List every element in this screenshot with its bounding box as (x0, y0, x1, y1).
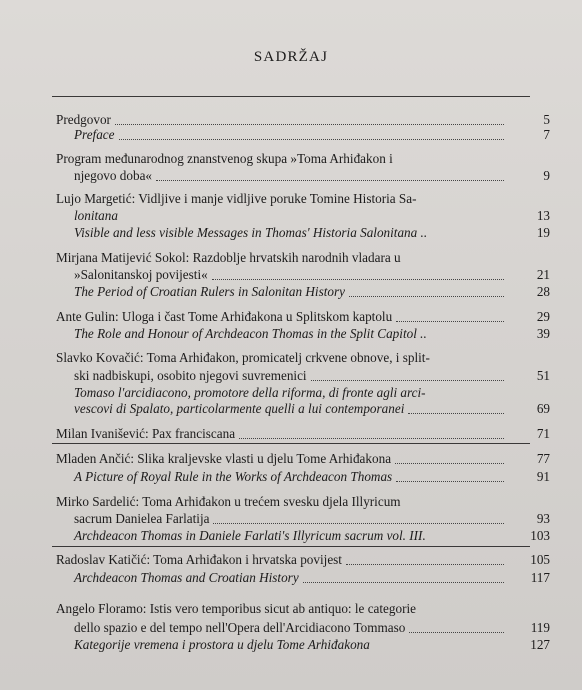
toc-page-number: 21 (536, 267, 550, 282)
toc-line-text: Preface (74, 127, 115, 142)
toc-page-number: 39 (536, 326, 550, 341)
toc-line (56, 191, 550, 207)
divider-rule (52, 96, 530, 97)
toc-page-number: 105 (530, 552, 550, 567)
toc-heading: SADRŽAJ (253, 49, 329, 65)
toc-line-text: »Salonitanskoj povijesti« (74, 267, 208, 282)
toc-line-text: Archdeacon Thomas in Daniele Farlati's Illyricum sacrum vol. III. (74, 528, 426, 543)
toc-page-number: 7 (543, 127, 550, 142)
toc-line (56, 168, 550, 184)
dot-leader (239, 438, 504, 439)
toc-line (56, 620, 550, 636)
toc-line (56, 601, 550, 617)
divider-rule (52, 546, 530, 547)
dot-leader (409, 632, 504, 633)
toc-line (56, 401, 550, 417)
toc-line (56, 250, 550, 266)
toc-page-number: 13 (536, 208, 550, 223)
toc-line (56, 426, 550, 442)
toc-line (56, 326, 550, 342)
toc-page-number: 103 (530, 528, 550, 543)
toc-line (56, 368, 550, 384)
toc-line (56, 267, 550, 283)
toc-line (56, 284, 550, 300)
toc-line-text: Visible and less visible Messages in Thomas' Historia Salonitana .. (74, 225, 428, 240)
toc-line (56, 451, 550, 467)
toc-page-number: 9 (543, 168, 550, 183)
toc-line-text: Program međunarodnog znanstvenog skupa »Toma Arhiđakon i (56, 151, 393, 166)
toc-line (56, 350, 550, 366)
toc-line-text: ski nadbiskupi, osobito njegovi suvremenici (74, 368, 307, 383)
toc-line (56, 469, 550, 485)
toc-line (56, 112, 550, 128)
toc-line-text: sacrum Danielea Farlatija (74, 511, 210, 526)
toc-line-text: Mirko Sardelić: Toma Arhiđakon u trećem svesku djela Illyricum (56, 494, 401, 509)
toc-line (56, 127, 550, 143)
toc-line-text: Mirjana Matijević Sokol: Razdoblje hrvatskih narodnih vladara u (56, 250, 401, 265)
dot-leader (119, 139, 504, 140)
toc-page-number: 127 (530, 637, 550, 652)
toc-page-number: 71 (536, 426, 550, 441)
dot-leader (115, 124, 504, 125)
dot-leader (311, 380, 504, 381)
toc-page-number: 19 (536, 225, 550, 240)
dot-leader (303, 582, 504, 583)
dot-leader (396, 321, 504, 322)
toc-line-text: Angelo Floramo: Istis vero temporibus sicut ab antiquo: le categorie (56, 601, 417, 616)
toc-line-text: Archdeacon Thomas and Croatian History (74, 570, 299, 585)
toc-page-number: 5 (543, 112, 550, 127)
toc-line-text: dello spazio e del tempo nell'Opera dell'Arcidiacono Tommaso (74, 620, 406, 635)
toc-page-number: 93 (536, 511, 550, 526)
toc-line-text: Slavko Kovačić: Toma Arhiđakon, promicatelj crkvene obnove, i split- (56, 350, 430, 365)
dot-leader (396, 481, 504, 482)
toc-line-text: Tomaso l'arcidiacono, promotore della riforma, di fronte agli arci- (74, 385, 426, 400)
toc-line (56, 511, 550, 527)
dot-leader (213, 523, 504, 524)
toc-line-text: Ante Gulin: Uloga i čast Tome Arhiđakona u Splitskom kaptolu (56, 309, 393, 324)
toc-line (56, 208, 550, 224)
toc-line-text: njegovo doba« (74, 168, 153, 183)
dot-leader (395, 463, 504, 464)
toc-line-text: A Picture of Royal Rule in the Works of Archdeacon Thomas (74, 469, 393, 484)
toc-page-number: 51 (536, 368, 550, 383)
toc-line (56, 385, 550, 401)
toc-line-text: The Role and Honour of Archdeacon Thomas in the Split Capitol .. (74, 326, 427, 341)
toc-line-text: vescovi di Spalato, particolarmente quelli a lui contemporanei (74, 401, 405, 416)
toc-page-number: 69 (536, 401, 550, 416)
toc-page-number: 28 (536, 284, 550, 299)
toc-page-number: 119 (530, 620, 550, 635)
toc-line-text: Lujo Margetić: Vidljive i manje vidljive poruke Tomine Historia Sa- (56, 191, 417, 206)
dot-leader (349, 296, 504, 297)
toc-line-text: Milan Ivanišević: Pax franciscana (56, 426, 236, 441)
toc-line-text: Mladen Ančić: Slika kraljevske vlasti u djelu Tome Arhiđakona (56, 451, 392, 466)
dot-leader (408, 413, 504, 414)
toc-line (56, 570, 550, 586)
toc-line-text: Radoslav Katičić: Toma Arhiđakon i hrvatska povijest (56, 552, 342, 567)
toc-line (56, 151, 550, 167)
toc-line (56, 225, 550, 241)
toc-line-text: Predgovor (56, 112, 111, 127)
toc-line (56, 637, 550, 653)
toc-page-number: 77 (536, 451, 550, 466)
toc-line-text: The Period of Croatian Rulers in Salonitan History (74, 284, 345, 299)
toc-line (56, 309, 550, 325)
toc-line (56, 552, 550, 568)
toc-line-text: lonitana (74, 208, 118, 223)
dot-leader (212, 279, 504, 280)
dot-leader (346, 564, 504, 565)
toc-page-number: 117 (530, 570, 550, 585)
toc-page-number: 29 (536, 309, 550, 324)
dot-leader (156, 180, 504, 181)
toc-line-text: Kategorije vremena i prostora u djelu Tome Arhiđakona (74, 637, 370, 652)
toc-line (56, 494, 550, 510)
toc-page-number: 91 (536, 469, 550, 484)
divider-rule (52, 443, 530, 444)
toc-line (56, 528, 550, 544)
